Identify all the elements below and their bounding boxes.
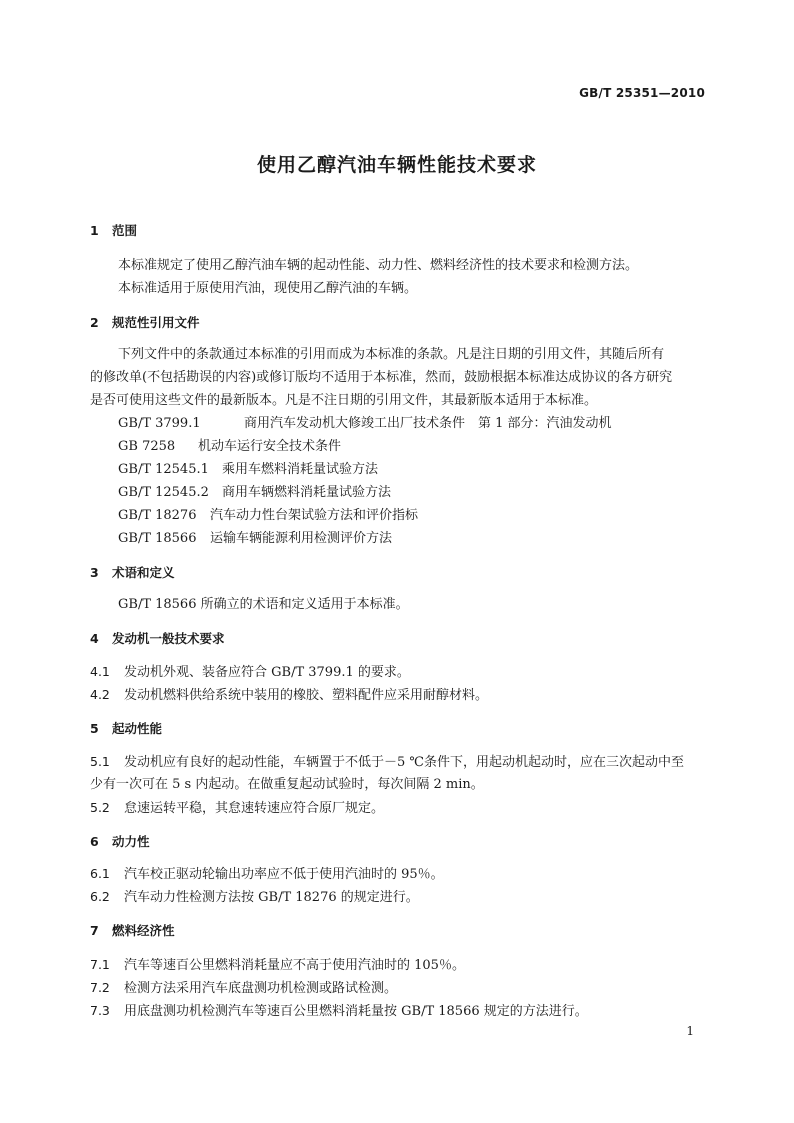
paragraph: 本标准适用于原使用汽油，现使用乙醇汽油的车辆。 <box>118 281 418 296</box>
reference-item <box>118 484 391 502</box>
reference-item <box>118 461 378 479</box>
section-7-heading <box>90 922 175 940</box>
section-title: 规范性引用文件 <box>112 315 200 330</box>
reference-code: GB/T 3799.1 <box>118 416 201 431</box>
section-6-heading <box>90 833 150 851</box>
reference-code: GB/T 18276 <box>118 508 197 523</box>
reference-code: GB/T 12545.2 <box>118 485 209 500</box>
reference-title: 汽车动力性台架试验方法和评价指标 <box>210 508 419 523</box>
paragraph: GB/T 18566 所确立的术语和定义适用于本标准。 <box>118 597 409 612</box>
clause-text: 发动机外观、装备应符合 GB/T 3799.1 的要求。 <box>124 665 410 680</box>
section-number: 2 <box>90 315 99 330</box>
clause-text: 发动机应有良好的起动性能，车辆置于不低于－5 ℃条件下，用起动机起动时，应在三次起动中至 <box>124 755 684 770</box>
section-title: 术语和定义 <box>112 565 175 580</box>
section-title: 范围 <box>112 223 138 238</box>
reference-code: GB/T 18566 <box>118 531 197 546</box>
section-5-heading <box>90 720 162 738</box>
clause-text: 怠速运转平稳，其怠速转速应符合原厂规定。 <box>124 801 385 816</box>
section-number: 3 <box>90 565 99 580</box>
paragraph-line: 的修改单(不包括勘误的内容)或修订版均不适用于本标准，然而，鼓励根据本标准达成协议的各方研究 <box>90 370 673 385</box>
reference-code: GB/T 12545.1 <box>118 462 209 477</box>
reference-title: 机动车运行安全技术条件 <box>198 439 342 454</box>
section-number: 5 <box>90 721 99 736</box>
clause <box>90 956 465 975</box>
clause <box>90 888 419 907</box>
paragraph: 本标准规定了使用乙醇汽油车辆的起动性能、动力性、燃料经济性的技术要求和检测方法。 <box>118 258 639 273</box>
clause-number: 5.1 <box>90 754 110 769</box>
reference-item <box>118 415 612 433</box>
page-title: 使用乙醇汽油车辆性能技术要求 <box>256 154 537 176</box>
clause-text: 汽车等速百公里燃料消耗量应不高于使用汽油时的 105％。 <box>124 958 465 973</box>
clause-text: 发动机燃料供给系统中装用的橡胶、塑料配件应采用耐醇材料。 <box>124 688 489 703</box>
clause-number: 4.2 <box>90 687 110 702</box>
section-title: 起动性能 <box>112 721 163 736</box>
clause <box>90 865 444 884</box>
clause <box>90 753 684 772</box>
clause-text: 用底盘测功机检测汽车等速百公里燃料消耗量按 GB/T 18566 规定的方法进行。 <box>124 1004 588 1019</box>
reference-title: 商用车辆燃料消耗量试验方法 <box>222 485 392 500</box>
section-number: 7 <box>90 923 99 938</box>
clause-text: 汽车动力性检测方法按 GB/T 18276 的规定进行。 <box>124 890 419 905</box>
clause <box>90 799 384 818</box>
paragraph-line: 是否可使用这些文件的最新版本。凡是不注日期的引用文件，其最新版本适用于本标准。 <box>90 393 598 408</box>
clause <box>90 663 410 682</box>
standard-number: GB/T 25351—2010 <box>579 86 705 100</box>
clause <box>90 686 488 705</box>
clause-number: 6.2 <box>90 889 110 904</box>
clause-number: 7.2 <box>90 980 110 995</box>
page-number: 1 <box>686 1024 694 1038</box>
reference-item <box>118 438 341 456</box>
section-4-heading <box>90 630 225 648</box>
clause-text: 检测方法采用汽车底盘测功机检测或路试检测。 <box>124 981 398 996</box>
section-title: 发动机一般技术要求 <box>112 631 225 646</box>
reference-title: 商用汽车发动机大修竣工出厂技术条件 第 1 部分：汽油发动机 <box>244 416 612 431</box>
clause <box>90 1002 588 1021</box>
reference-item <box>118 530 392 548</box>
clause-number: 7.3 <box>90 1003 110 1018</box>
clause-continuation: 少有一次可在 5 s 内起动。在做重复起动试验时，每次间隔 2 min。 <box>90 777 484 792</box>
section-2-heading <box>90 314 200 332</box>
section-3-heading <box>90 564 175 582</box>
section-title: 动力性 <box>112 834 150 849</box>
paragraph: 下列文件中的条款通过本标准的引用而成为本标准的条款。凡是注日期的引用文件，其随后所有 <box>118 347 665 362</box>
clause-number: 5.2 <box>90 800 110 815</box>
section-number: 4 <box>90 631 99 646</box>
section-number: 1 <box>90 223 99 238</box>
clause-number: 7.1 <box>90 957 110 972</box>
section-1-heading <box>90 222 137 240</box>
clause-number: 6.1 <box>90 866 110 881</box>
clause-text: 汽车校正驱动轮输出功率应不低于使用汽油时的 95％。 <box>124 867 444 882</box>
reference-title: 乘用车燃料消耗量试验方法 <box>222 462 379 477</box>
section-title: 燃料经济性 <box>112 923 175 938</box>
clause <box>90 979 397 998</box>
section-number: 6 <box>90 834 99 849</box>
reference-title: 运输车辆能源利用检测评价方法 <box>210 531 393 546</box>
clause-number: 4.1 <box>90 664 110 679</box>
reference-code: GB 7258 <box>118 439 176 454</box>
reference-item <box>118 507 418 525</box>
